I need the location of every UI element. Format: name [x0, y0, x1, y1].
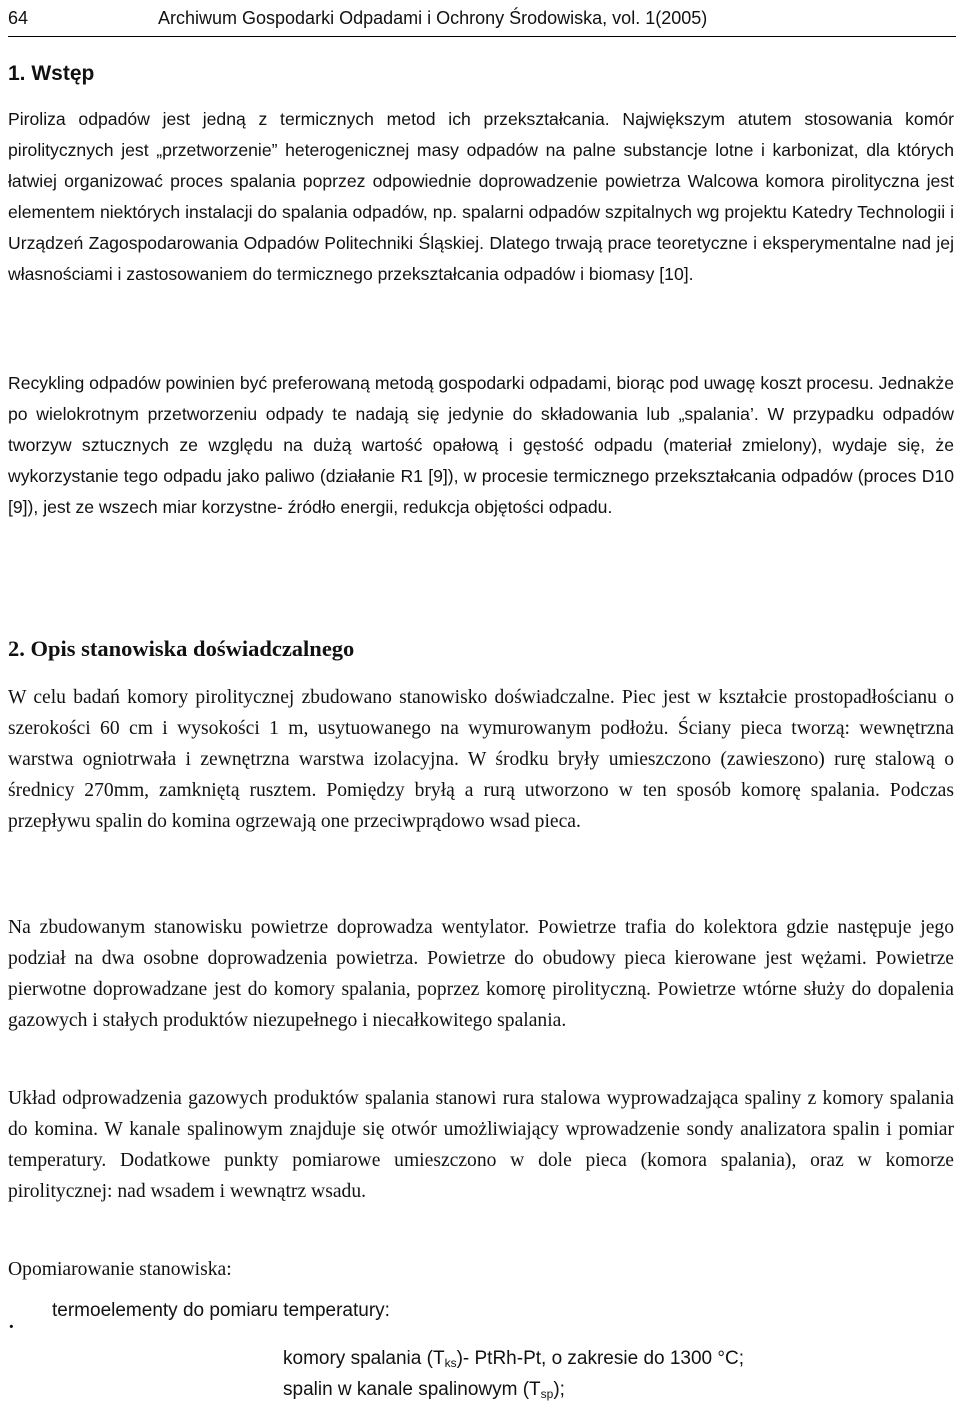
paragraph-stand-description: W celu badań komory pirolitycznej zbudowano stanowisko doświadczalne. Piec jest w kształcie prostopadłościanu o szerokości 60 cm i wysokości 1 m, usytuowanego na wymurowanym podłożu. Ściany pieca tworzą: wewnętrzna warstwa ogniotrwała i zewnętrzna warstwa izolacyjna. W środku bryły umieszczono (zawieszono) rurę stalową o średnicy 270mm, zamkniętą rusztem. Pomiędzy bryłą a rurą utworzono w ten sposób komorę spalania. Podczas przepływu spalin do komina ogrzewają one przeciwprądowo wsad pieca.: [8, 687, 954, 832]
bullet-thermocouples: termoelementy do pomiaru temperatury:: [52, 1300, 390, 1321]
page-number: 64: [8, 8, 29, 28]
section-heading-introduction: 1. Wstęp: [8, 62, 95, 85]
measurement-item-combustion-chamber: komory spalania $(T_{ks})-$ PtRh-Pt, o zakresie do 1300 °C;: [283, 1348, 745, 1370]
measurement-item-flue-gas: spalin w kanale spalinowym $(T_{sp})$;: [283, 1379, 565, 1401]
journal-title: Archiwum Gospodarki Odpadami i Ochrony Środowiska, vol. 1(2005): [158, 8, 708, 28]
subscript-ks: ks: [444, 1356, 457, 1370]
running-header: [8, 2, 956, 37]
bullet-marker: ·: [8, 1316, 15, 1338]
paragraph-recycling: Recykling odpadów powinien być preferowaną metodą gospodarki odpadami, biorąc pod uwagę koszt procesu. Jednakże po wielokrotnym przetworzeniu odpady te nadają się jedynie do składowania lub „spalania’. W przypadku odpadów tworzyw sztucznych ze względu na dużą wartość opałową i gęstość odpadu (materiał zmielony), wydaje się, że wykorzystanie tego odpadu jako paliwo (działanie R1 [9]), w procesie termicznego przekształcania odpadów (proces D10 [9]), jest ze wszech miar korzystne- źródło energii, redukcja objętości odpadu.: [8, 373, 954, 517]
paragraph-exhaust-system: Układ odprowadzenia gazowych produktów spalania stanowi rura stalowa wyprowadzająca spaliny z komory spalania do komina. W kanale spalinowym znajduje się otwór umożliwiający wprowadzenie sondy analizatora spalin i pomiar temperatury. Dodatkowe punkty pomiarowe umieszczono w dole pieca (komora spalania), oraz w komorze pirolitycznej: nad wsadem i wewnątrz wsadu.: [8, 1088, 954, 1202]
paragraph-pyrolysis: Piroliza odpadów jest jedną z termicznych metod ich przekształcania. Największym atutem stosowania komór pirolitycznych jest „przetworzenie” heterogenicznej masy odpadów na palne substancje lotne i karbonizat, dla których łatwiej organizować proces spalania poprzez odpowiednie doprowadzenie powietrza Walcowa komora pirolityczna jest elementem niektórych instalacji do spalania odpadów, np. spalarni odpadów szpitalnych wg projektu Katedry Technologii i Urządzeń Zagospodarowania Odpadów Politechniki Śląskiej. Dlatego trwają prace teoretyczne i eksperymentalne nad jej własnościami i zastosowaniem do termicznego przekształcania odpadów i biomasy [10].: [8, 109, 954, 284]
paragraph-air-supply: Na zbudowanym stanowisku powietrze doprowadza wentylator. Powietrze trafia do kolektora gdzie następuje jego podział na dwa osobne doprowadzenia powietrza. Powietrze do obudowy pieca kierowane jest wężami. Powietrze pierwotne doprowadzane jest do komory spalania, poprzez komorę pirolityczną. Powietrze wtórne służy do dopalenia gazowych i stałych produktów niezupełnego i niecałkowitego spalania.: [8, 917, 954, 1031]
measurement-intro: Opomiarowanie stanowiska:: [8, 1259, 232, 1280]
subscript-sp: sp: [540, 1387, 554, 1401]
section-heading-test-stand: 2. Opis stanowiska doświadczalnego: [8, 636, 355, 661]
